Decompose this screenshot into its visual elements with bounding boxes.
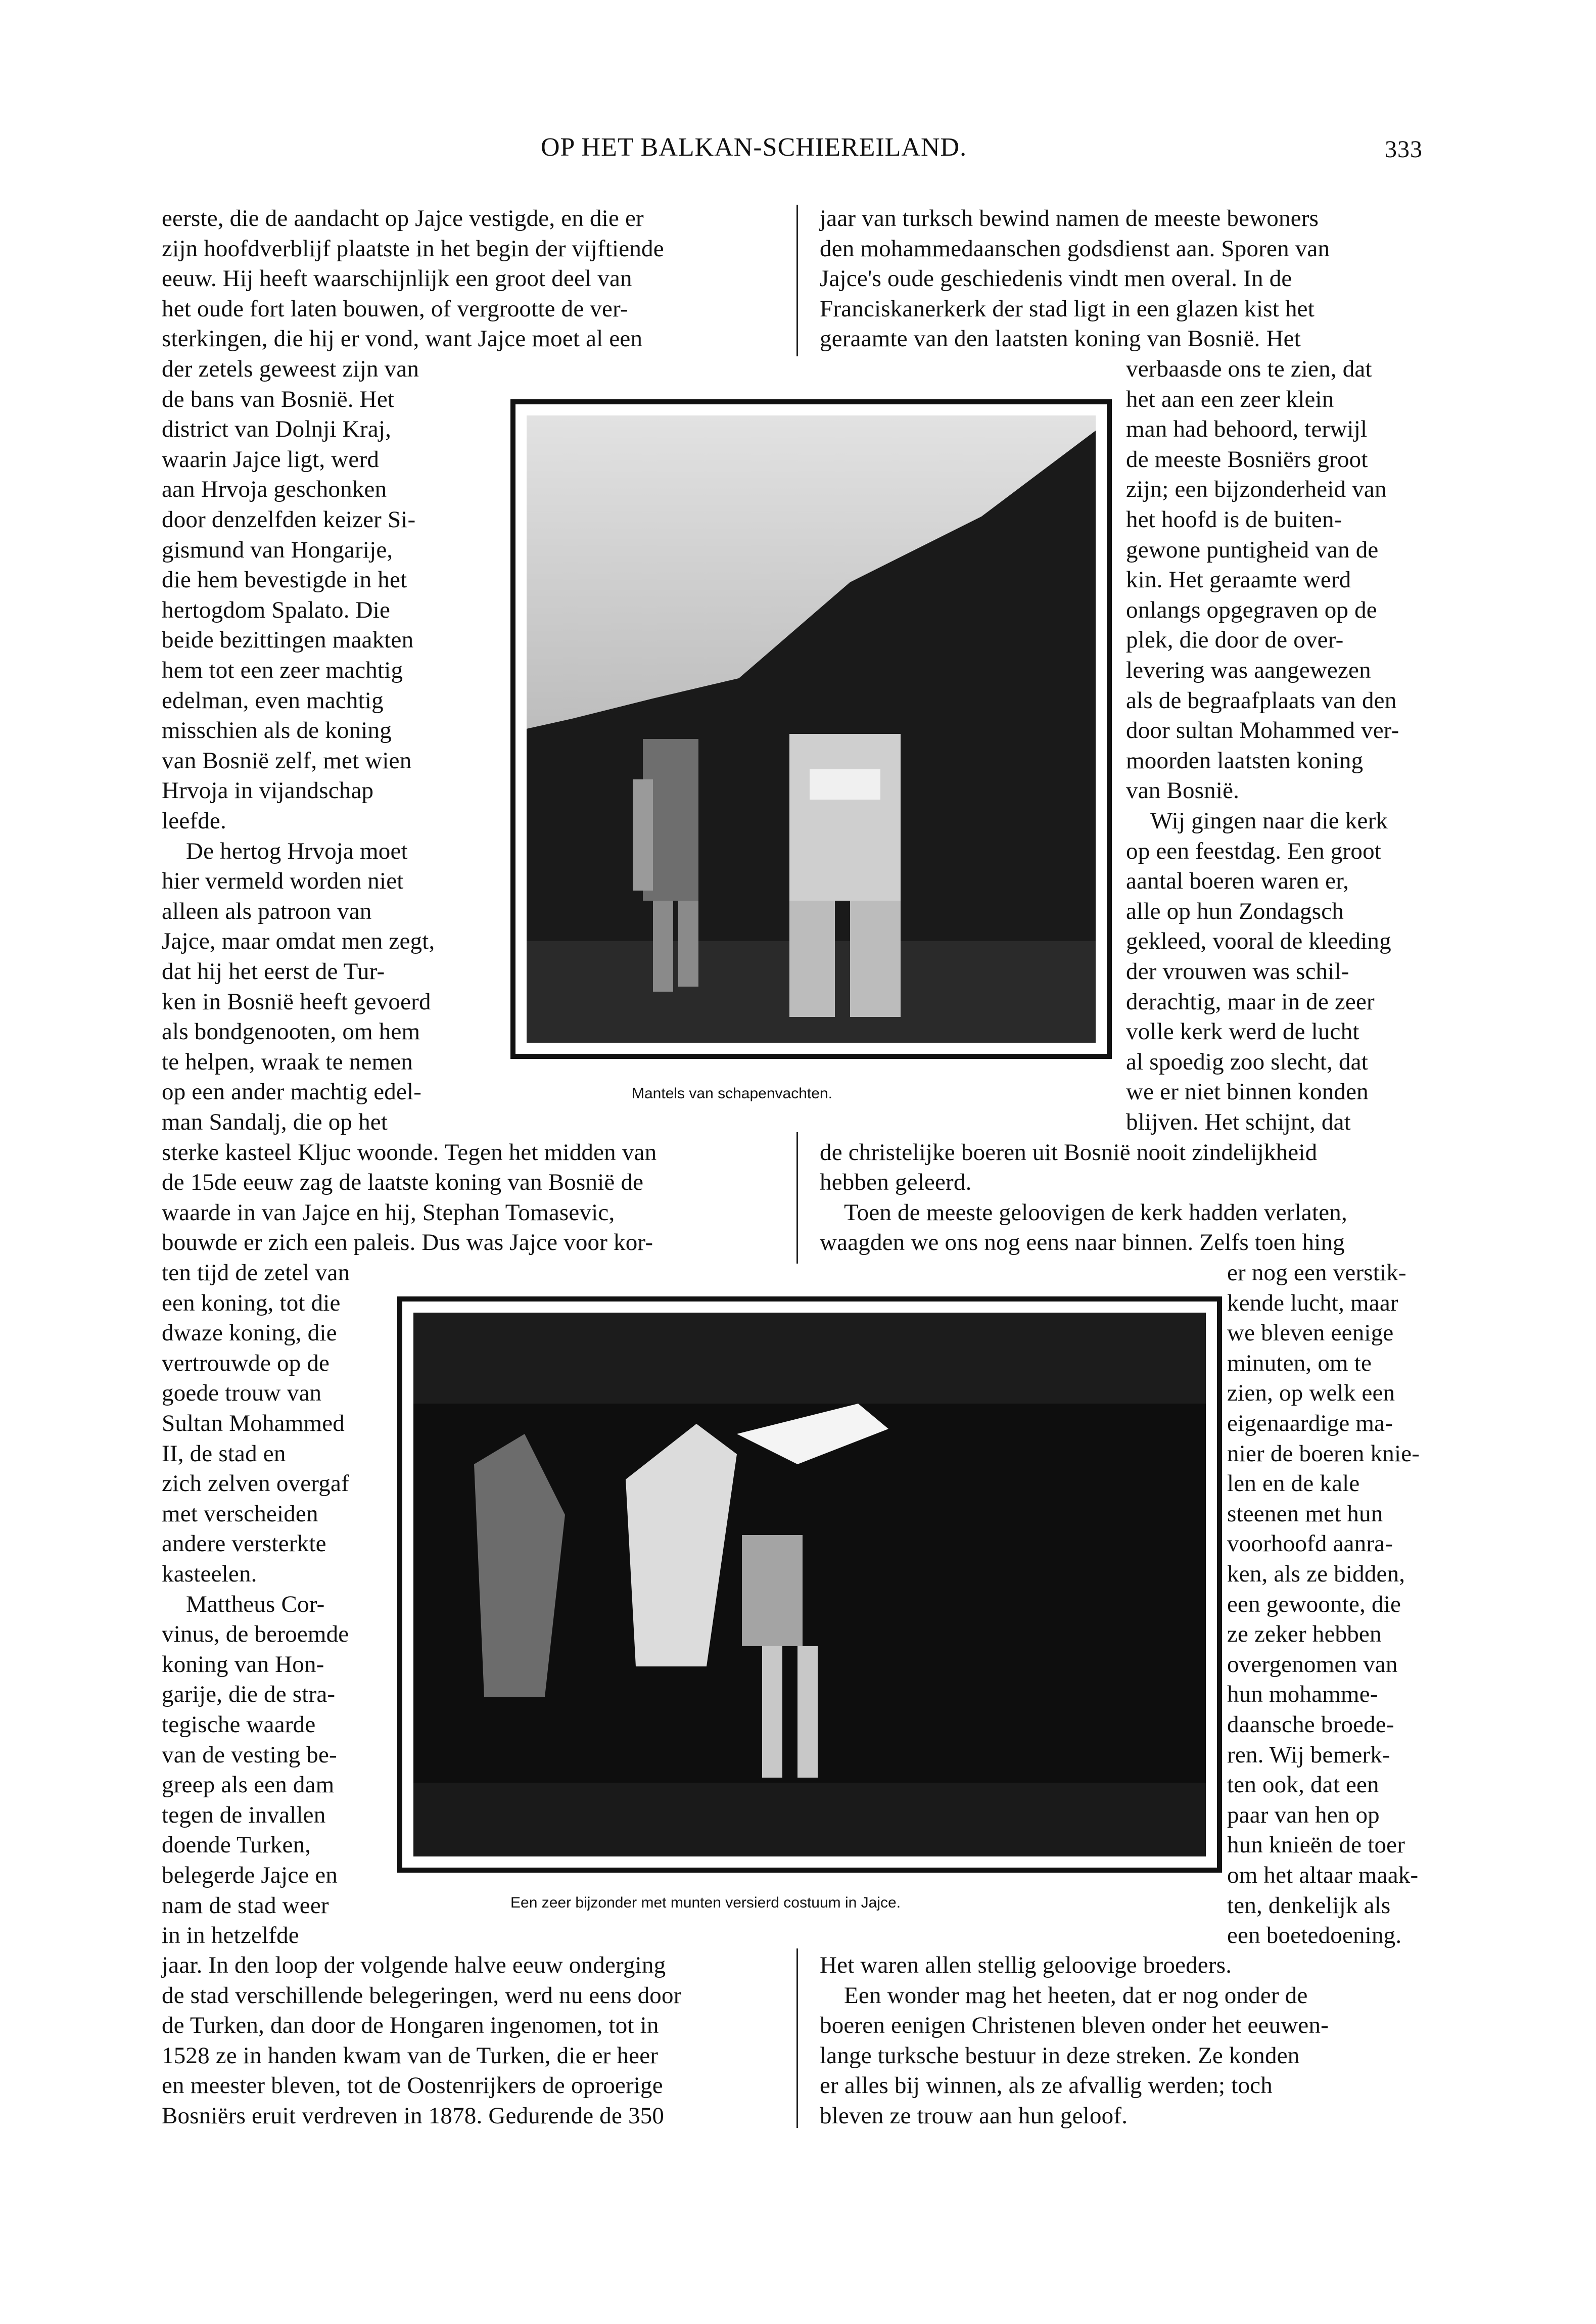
text-line: zijn; een bijzonderheid van xyxy=(1126,476,1387,503)
text-line: der zetels geweest zijn van xyxy=(162,356,419,382)
text-line: ren. Wij bemerk- xyxy=(1227,1741,1390,1768)
text-line: aantal boeren waren er, xyxy=(1126,868,1349,895)
text-line: waagden we ons nog eens naar binnen. Zelfs toen hing xyxy=(820,1229,1345,1256)
text-line: hem tot een zeer machtig xyxy=(162,657,403,683)
text-line: district van Dolnji Kraj, xyxy=(162,416,392,443)
text-line: minuten, om te xyxy=(1227,1350,1372,1376)
text-line: de stad verschillende belegeringen, werd nu eens door xyxy=(162,1982,682,2009)
text-line: van de vesting be- xyxy=(162,1741,337,1768)
text-line: verbaasde ons te zien, dat xyxy=(1126,356,1372,382)
text-line: plek, die door de over- xyxy=(1126,627,1344,654)
text-line: daansche broede- xyxy=(1227,1711,1394,1738)
text-line: beide bezittingen maakten xyxy=(162,627,414,654)
text-line: als bondgenooten, om hem xyxy=(162,1018,420,1045)
text-line: ken in Bosnië heeft gevoerd xyxy=(162,988,431,1015)
text-line: nam de stad weer xyxy=(162,1892,329,1919)
text-line: misschien als de koning xyxy=(162,717,392,744)
text-line: Mattheus Cor- xyxy=(186,1591,325,1617)
text-line: geraamte van den laatsten koning van Bosnië. Het xyxy=(820,326,1301,352)
text-line: door sultan Mohammed ver- xyxy=(1126,717,1399,744)
page-number: 333 xyxy=(1385,136,1423,163)
text-line: ten tijd de zetel van xyxy=(162,1260,350,1286)
text-line: Toen de meeste geloovigen de kerk hadden verlaten, xyxy=(844,1199,1347,1226)
text-line: kasteelen. xyxy=(162,1561,257,1587)
text-line: het hoofd is de buiten- xyxy=(1126,506,1342,533)
text-line: een koning, tot die xyxy=(162,1289,341,1316)
text-line: we bleven eenige xyxy=(1227,1320,1394,1346)
figure-1-caption: Mantels van schapenvachten. xyxy=(632,1085,832,1102)
text-line: zijn hoofdverblijf plaatste in het begin der vijftiende xyxy=(162,235,664,262)
text-line: II, de stad en xyxy=(162,1440,286,1467)
text-line: andere versterkte xyxy=(162,1530,326,1557)
text-line: een boetedoening. xyxy=(1227,1922,1402,1949)
text-line: dwaze koning, die xyxy=(162,1320,337,1346)
column-divider-bottom xyxy=(796,1948,798,2128)
text-line: Bosniërs eruit verdreven in 1878. Gedurende de 350 xyxy=(162,2103,665,2129)
text-line: hebben geleerd. xyxy=(820,1169,972,1196)
text-line: gismund van Hongarije, xyxy=(162,536,393,563)
text-line: goede trouw van xyxy=(162,1380,322,1407)
text-line: greep als een dam xyxy=(162,1772,335,1798)
text-line: vinus, de beroemde xyxy=(162,1621,349,1648)
text-line: om het altaar maak- xyxy=(1227,1862,1419,1888)
text-line: we er niet binnen konden xyxy=(1126,1079,1369,1105)
text-line: en meester bleven, tot de Oostenrijkers de oproerige xyxy=(162,2072,663,2099)
text-line: onlangs opgegraven op de xyxy=(1126,596,1377,623)
column-divider-top xyxy=(796,205,798,356)
text-line: nier de boeren knie- xyxy=(1227,1440,1420,1467)
text-line: blijven. Het schijnt, dat xyxy=(1126,1109,1351,1135)
text-line: te helpen, wraak te nemen xyxy=(162,1048,413,1075)
text-line: Sultan Mohammed xyxy=(162,1410,345,1436)
text-line: volle kerk werd de lucht xyxy=(1126,1018,1359,1045)
text-line: edelman, even machtig xyxy=(162,687,384,714)
text-line: Jajce's oude geschiedenis vindt men overal. In de xyxy=(820,265,1292,292)
text-line: Het waren allen stellig geloovige broeders. xyxy=(820,1952,1232,1978)
text-line: levering was aangewezen xyxy=(1126,657,1371,683)
text-line: garije, die de stra- xyxy=(162,1681,336,1708)
text-line: er nog een verstik- xyxy=(1227,1260,1406,1286)
text-line: waarin Jajce ligt, werd xyxy=(162,446,380,473)
text-line: op een ander machtig edel- xyxy=(162,1079,422,1105)
text-line: de 15de eeuw zag de laatste koning van Bosnië de xyxy=(162,1169,644,1196)
text-line: van Bosnië zelf, met wien xyxy=(162,747,412,774)
text-line: koning van Hon- xyxy=(162,1651,324,1678)
text-line: een gewoonte, die xyxy=(1227,1591,1401,1617)
text-line: boeren eenigen Christenen bleven onder het eeuwen- xyxy=(820,2012,1329,2039)
text-line: lange turksche bestuur in deze streken. Ze konden xyxy=(820,2042,1300,2069)
text-line: ten ook, dat een xyxy=(1227,1772,1379,1798)
text-line: de meeste Bosniërs groot xyxy=(1126,446,1368,473)
text-line: kin. Het geraamte werd xyxy=(1126,567,1351,593)
text-line: derachtig, maar in de zeer xyxy=(1126,988,1375,1015)
text-line: in in hetzelfde xyxy=(162,1922,299,1949)
text-line: eeuw. Hij heeft waarschijnlijk een groot deel van xyxy=(162,265,632,292)
text-line: alleen als patroon van xyxy=(162,898,372,924)
text-line: de christelijke boeren uit Bosnië nooit zindelijkheid xyxy=(820,1139,1318,1166)
text-line: eigenaardige ma- xyxy=(1227,1410,1393,1436)
text-line: hun mohamme- xyxy=(1227,1681,1378,1708)
text-line: door denzelfden keizer Si- xyxy=(162,506,416,533)
text-line: bleven ze trouw aan hun geloof. xyxy=(820,2103,1128,2129)
text-line: doende Turken, xyxy=(162,1832,311,1858)
text-line: den mohammedaanschen godsdienst aan. Sporen van xyxy=(820,235,1330,262)
running-header: OP HET BALKAN-SCHIEREILAND. xyxy=(541,133,967,162)
text-line: Jajce, maar omdat men zegt, xyxy=(162,928,435,955)
text-line: op een feestdag. Een groot xyxy=(1126,838,1382,864)
text-line: kende lucht, maar xyxy=(1227,1289,1398,1316)
text-line: sterke kasteel Kljuc woonde. Tegen het midden van xyxy=(162,1139,657,1166)
text-line: jaar. In den loop der volgende halve eeuw onderging xyxy=(162,1952,666,1978)
text-line: Hrvoja in vijandschap xyxy=(162,777,374,804)
text-line: de Turken, dan door de Hongaren ingenomen, tot in xyxy=(162,2012,659,2039)
text-line: man had behoord, terwijl xyxy=(1126,416,1368,443)
text-line: belegerde Jajce en xyxy=(162,1862,338,1888)
text-line: 1528 ze in handen kwam van de Turken, die er heer xyxy=(162,2042,659,2069)
column-divider-mid xyxy=(796,1132,798,1264)
text-line: aan Hrvoja geschonken xyxy=(162,476,387,503)
text-line: De hertog Hrvoja moet xyxy=(186,838,408,864)
text-line: steenen met hun xyxy=(1227,1500,1383,1527)
figure-1-photo xyxy=(510,399,1112,1059)
text-line: die hem bevestigde in het xyxy=(162,567,407,593)
text-line: van Bosnië. xyxy=(1126,777,1240,804)
text-line: ken, als ze bidden, xyxy=(1227,1561,1405,1587)
text-line: alle op hun Zondagsch xyxy=(1126,898,1344,924)
text-line: ten, denkelijk als xyxy=(1227,1892,1391,1919)
text-line: zich zelven overgaf xyxy=(162,1470,349,1497)
text-line: al spoedig zoo slecht, dat xyxy=(1126,1048,1368,1075)
text-line: voorhoofd aanra- xyxy=(1227,1530,1393,1557)
text-line: man Sandalj, die op het xyxy=(162,1109,388,1135)
text-line: er alles bij winnen, als ze afvallig werden; toch xyxy=(820,2072,1273,2099)
text-line: de bans van Bosnië. Het xyxy=(162,386,395,412)
text-line: het oude fort laten bouwen, of vergrootte de ver- xyxy=(162,295,628,322)
text-line: Een wonder mag het heeten, dat er nog onder de xyxy=(844,1982,1308,2009)
text-line: paar van hen op xyxy=(1227,1801,1380,1828)
text-line: jaar van turksch bewind namen de meeste bewoners xyxy=(820,205,1319,231)
text-line: hertogdom Spalato. Die xyxy=(162,596,391,623)
text-line: het aan een zeer klein xyxy=(1126,386,1334,412)
text-line: waarde in van Jajce en hij, Stephan Tomasevic, xyxy=(162,1199,615,1226)
text-line: hun knieën de toer xyxy=(1227,1832,1405,1858)
figure-2-caption: Een zeer bijzonder met munten versierd costuum in Jajce. xyxy=(510,1894,901,1911)
text-line: moorden laatsten koning xyxy=(1126,747,1364,774)
text-line: gekleed, vooral de kleeding xyxy=(1126,928,1391,955)
text-line: als de begraafplaats van den xyxy=(1126,687,1397,714)
text-line: der vrouwen was schil- xyxy=(1126,958,1349,985)
text-line: Wij gingen naar die kerk xyxy=(1150,808,1388,834)
text-line: zien, op welk een xyxy=(1227,1380,1395,1407)
text-line: vertrouwde op de xyxy=(162,1350,330,1376)
text-line: gewone puntigheid van de xyxy=(1126,536,1379,563)
text-line: sterkingen, die hij er vond, want Jajce moet al een xyxy=(162,326,643,352)
figure-2-photo xyxy=(397,1296,1222,1873)
text-line: tegen de invallen xyxy=(162,1801,326,1828)
text-line: overgenomen van xyxy=(1227,1651,1398,1678)
text-line: len en de kale xyxy=(1227,1470,1360,1497)
text-line: dat hij het eerst de Tur- xyxy=(162,958,385,985)
text-line: hier vermeld worden niet xyxy=(162,868,404,895)
text-line: ze zeker hebben xyxy=(1227,1621,1382,1648)
text-line: met verscheiden xyxy=(162,1500,318,1527)
text-line: tegische waarde xyxy=(162,1711,316,1738)
text-line: eerste, die de aandacht op Jajce vestigde, en die er xyxy=(162,205,644,231)
text-line: bouwde er zich een paleis. Dus was Jajce voor kor- xyxy=(162,1229,653,1256)
text-line: Franciskanerkerk der stad ligt in een glazen kist het xyxy=(820,295,1315,322)
text-line: leefde. xyxy=(162,808,226,834)
